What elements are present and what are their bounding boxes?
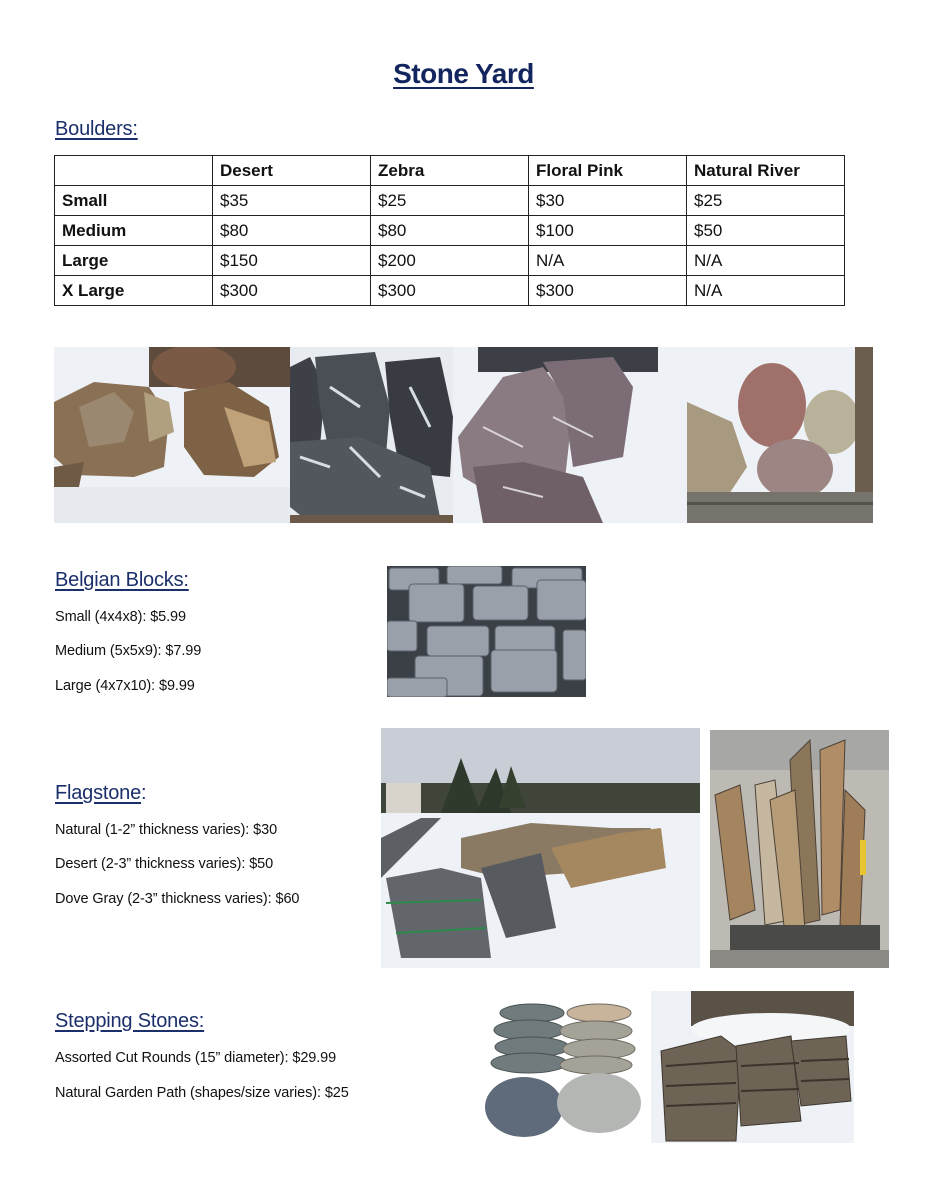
column-header-desert: Desert xyxy=(213,156,371,186)
belgian-block-price-large: Large (4x7x10): $9.99 xyxy=(55,678,195,694)
stepping-stone-price-garden-path: Natural Garden Path (shapes/size varies): $25 xyxy=(55,1085,349,1101)
column-header-natural-river: Natural River xyxy=(687,156,845,186)
table-cell: $300 xyxy=(529,276,687,306)
belgian-block-price-medium: Medium (5x5x9): $7.99 xyxy=(55,643,202,659)
flagstone-yard-photo xyxy=(381,728,700,968)
table-cell: $80 xyxy=(371,216,529,246)
table-header-row xyxy=(55,156,845,186)
column-header-zebra: Zebra xyxy=(371,156,529,186)
flagstone-price-natural: Natural (1-2” thickness varies): $30 xyxy=(55,822,278,838)
table-row xyxy=(55,216,845,246)
belgian-blocks-photo xyxy=(387,566,586,697)
row-header: Medium xyxy=(55,216,213,246)
table-cell: $300 xyxy=(213,276,371,306)
flagstone-pallet-photo xyxy=(710,730,889,968)
boulders-price-table xyxy=(54,155,845,306)
table-cell: $25 xyxy=(371,186,529,216)
table-row xyxy=(55,186,845,216)
garden-path-stones-photo xyxy=(651,991,854,1143)
page-title xyxy=(0,58,927,90)
floral-pink-boulders-photo xyxy=(453,347,687,523)
table-cell: $300 xyxy=(371,276,529,306)
flagstone-price-desert: Desert (2-3” thickness varies): $50 xyxy=(55,856,274,872)
table-cell: $150 xyxy=(213,246,371,276)
cut-rounds-photo xyxy=(484,995,650,1140)
column-header-floral-pink: Floral Pink xyxy=(529,156,687,186)
table-cell: $100 xyxy=(529,216,687,246)
belgian-block-price-small: Small (4x4x8): $5.99 xyxy=(55,609,186,625)
table-cell: $80 xyxy=(213,216,371,246)
stepping-stone-price-cut-rounds: Assorted Cut Rounds (15” diameter): $29.99 xyxy=(55,1050,337,1066)
flagstone-heading-text: Flagstone xyxy=(55,782,142,804)
table-row xyxy=(55,246,845,276)
boulders-heading: Boulders: xyxy=(55,118,138,140)
table-corner-cell xyxy=(55,156,213,186)
row-header: X Large xyxy=(55,276,213,306)
flagstone-heading xyxy=(55,782,146,805)
table-cell: $25 xyxy=(687,186,845,216)
table-cell: $30 xyxy=(529,186,687,216)
table-cell: N/A xyxy=(687,276,845,306)
flagstone-price-dove-gray: Dove Gray (2-3” thickness varies): $60 xyxy=(55,891,300,907)
natural-river-boulders-photo xyxy=(687,347,873,523)
zebra-boulders-photo xyxy=(290,347,453,523)
table-row xyxy=(55,276,845,306)
row-header: Large xyxy=(55,246,213,276)
page-title-text: Stone Yard xyxy=(393,58,534,89)
table-cell: N/A xyxy=(687,246,845,276)
desert-boulders-photo xyxy=(54,347,290,523)
table-cell: N/A xyxy=(529,246,687,276)
table-cell: $200 xyxy=(371,246,529,276)
table-cell: $50 xyxy=(687,216,845,246)
table-cell: $35 xyxy=(213,186,371,216)
row-header: Small xyxy=(55,186,213,216)
belgian-blocks-heading: Belgian Blocks: xyxy=(55,569,189,591)
flagstone-heading-colon: : xyxy=(141,782,147,804)
stepping-stones-heading: Stepping Stones: xyxy=(55,1010,205,1032)
